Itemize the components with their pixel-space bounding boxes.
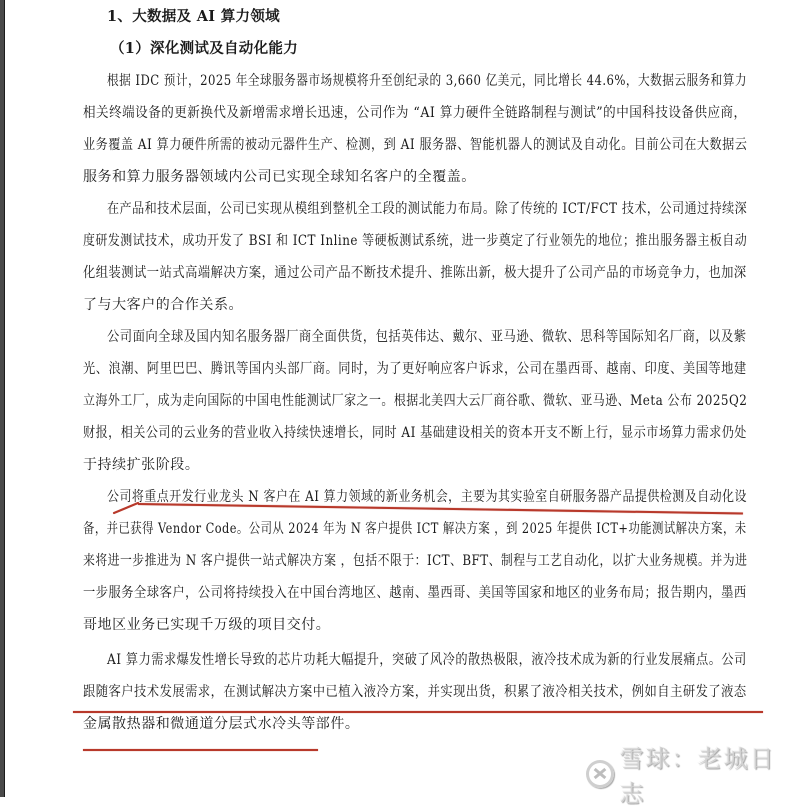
subsection-heading: （1）深化测试及自动化能力 [110, 40, 298, 57]
text-line: 业务覆盖 AI 算力硬件所需的被动元器件生产、检测，到 AI 服务器、智能机器人的测试及自动化。目前公司在大数据云 [83, 137, 748, 153]
text-line: 金属散热器和微通道分层式水冷头等部件。 [83, 716, 360, 732]
text-line: 于持续扩张阶段。 [83, 457, 200, 473]
text-line: 在产品和技术层面，公司已实现从模组到整机全工段的测试能力布局。除了传统的 ICT/FCT 技术，公司通过持续深 [107, 201, 748, 217]
underline-liquid-cooling-1 [73, 711, 763, 713]
text-line: 化组装测试一站式高端解决方案，通过公司产品不断技术提升、推陈出新，极大提升了公司产品的市场竞争力，也加深 [83, 265, 747, 281]
text-line: 了与大客户的合作关系。 [83, 297, 244, 313]
section-heading: 1、大数据及 AI 算力领域 [107, 8, 280, 25]
text-line: 服务和算力服务器领域内公司已实现全球知名客户的全覆盖。 [83, 169, 476, 185]
text-line: 立海外工厂，成为走向国际的中国电性能测试厂家之一。根据北美四大云厂商谷歌、微软、亚马逊、Meta 公布 2025Q2 [83, 393, 748, 409]
text-line: AI 算力需求爆发性增长导致的芯片功耗大幅提升，突破了风冷的散热极限，液冷技术成为新的行业发展痛点。公司 [107, 652, 747, 668]
text-line: 跟随客户技术发展需求，在测试解决方案中已植入液冷方案，并实现出货，积累了液冷相关技术，例如自主研发了液态 [83, 684, 747, 700]
text-line: 度研发测试技术，成功开发了 BSI 和 ICT Inline 等硬板测试系统，进一步奠定了行业领先的地位；推出服务器主板自动 [83, 233, 748, 249]
text-line: 一步服务全球客户，公司将持续投入在中国台湾地区、越南、墨西哥、美国等国家和地区的业务布局；报告期内，墨西 [83, 585, 747, 601]
watermark [586, 745, 800, 808]
watermark-text: 雪球：老城日志 [619, 745, 776, 808]
text-line: 光、浪潮、阿里巴巴、腾讯等国内头部厂商。同时，为了更好响应客户诉求，公司在墨西哥、越南、印度、美国等地建 [83, 361, 747, 377]
text-line: 根据 IDC 预计，2025 年全球服务器市场规模将升至创纪录的 3,660 亿美元，同比增长 44.6%，大数据云服务和算力 [107, 73, 747, 89]
text-line: 公司将重点开发行业龙头 N 客户在 AI 算力领域的新业务机会，主要为其实验室自研服务器产品提供检测及自动化设 [107, 489, 747, 505]
text-line: 财报，相关公司的云业务的营业收入持续快速增长，同时 AI 基础建设相关的资本开支不断上行，显示市场算力需求仍处 [83, 425, 747, 441]
snowball-logo-icon [586, 760, 614, 788]
text-line: 来将进一步推进为 N 客户提供一站式解决方案 ，包括不限于：ICT、BFT、制程与工艺自动化，以扩大业务规模。并为进 [83, 553, 748, 569]
text-line: 哥地区业务已实现千万级的项目交付。 [83, 617, 331, 633]
text-line: 公司面向全球及国内知名服务器厂商全面供货，包括英伟达、戴尔、亚马逊、微软、思科等国际知名厂商，以及紫 [107, 329, 747, 345]
underline-liquid-cooling-2 [83, 749, 318, 751]
text-line: 备，并已获得 Vendor Code。公司从 2024 年为 N 客户提供 ICT 解决方案 ，到 2025 年提供 ICT+功能测试解决方案，未 [83, 521, 747, 537]
text-line: 相关终端设备的更新换代及新增需求增长迅速，公司作为 “AI 算力硬件全链路制程与测试”的中国科技设备供应商， [83, 105, 747, 121]
